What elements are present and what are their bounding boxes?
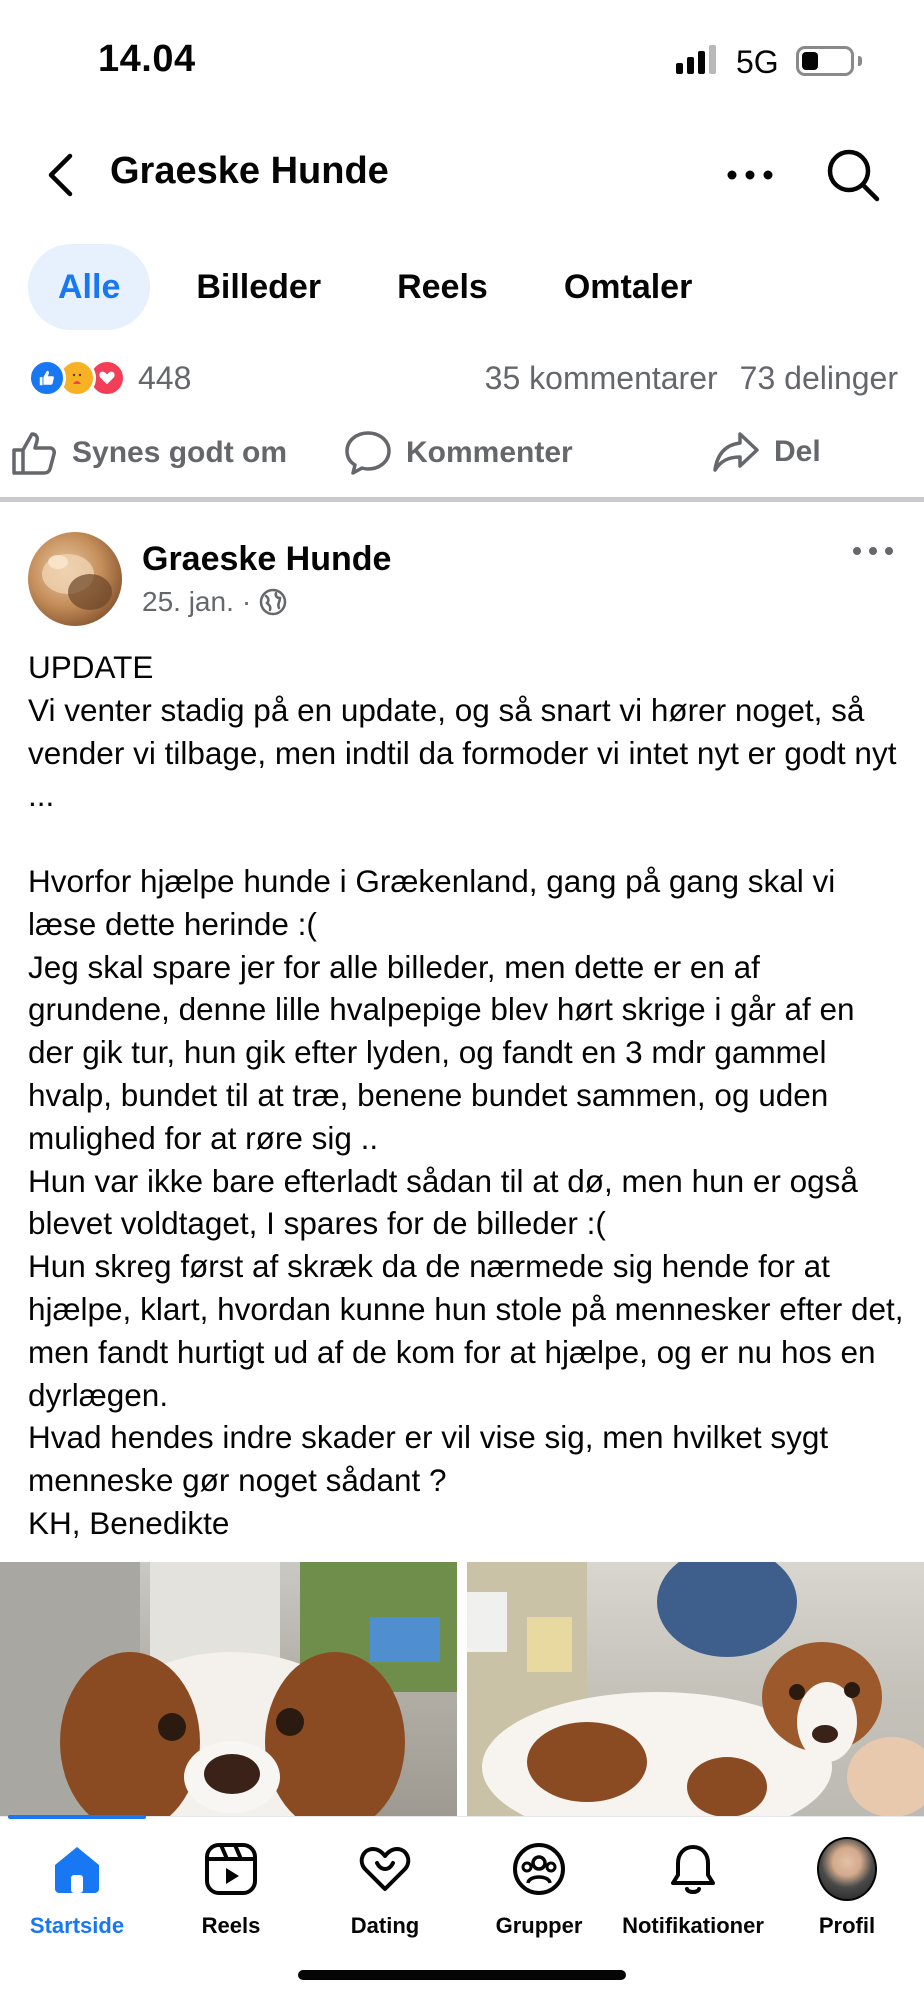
search-button[interactable] [820, 140, 886, 210]
more-options-button[interactable] [720, 150, 780, 200]
nav-startside[interactable] [0, 1839, 154, 1939]
search-icon [825, 147, 881, 203]
meta-separator: · [241, 586, 252, 617]
like-button[interactable] [10, 430, 287, 476]
more-dots-icon [727, 170, 773, 180]
active-tab-indicator [8, 1815, 146, 1819]
nav-dating[interactable] [308, 1839, 462, 1939]
status-bar [0, 0, 924, 120]
nav-notifikationer[interactable] [616, 1839, 770, 1939]
post-photo-1[interactable] [0, 1562, 457, 1816]
post-options-button[interactable] [848, 536, 898, 566]
share-button[interactable] [712, 430, 821, 474]
share-label: Del [774, 435, 821, 468]
more-dots-icon [853, 547, 893, 555]
nav-label-startside: Startside [29, 1913, 125, 1938]
post-text-content: UPDATE Vi venter stadig på en update, og så snart vi hører noget, så vender vi tilbage, men indtil da formoder vi intet nyt er godt nyt ... Hvorfor hjælpe hunde i Grækenland, gang på gang skal vi læse dette herinde :( Jeg skal spare jer for alle billeder, men dette er en af grundene, denne lille hvalpepige blev hørt skrige i går af en der gik tur, hun gik efter lyden, og fandt en 3 mdr gammel hvalp, bundet til at træ, benene bundet sammen, og uden mulighed for at røre sig .. Hun var ikke bare efterladt sådan til at dø, men hun er også blevet voldtaget, I spares for de billeder :( Hun skreg først af skræk da de nærmede sig hende for at hjælpe, klart, hvordan kunne hun stole på mennesker efter det, men fandt hurtigt ud af de kom for at hjælpe, og er nu hos en dyrlægen. Hvad hendes indre skader er vil vise sig, men hvilket sygt menneske gør noget sådant ? KH, Benedikte [28, 649, 904, 1541]
top-nav [0, 130, 924, 220]
like-label: Synes godt om [72, 436, 288, 469]
nav-grupper[interactable] [462, 1839, 616, 1939]
engagement-counts [485, 360, 898, 397]
nav-label-dating: Dating [350, 1913, 420, 1938]
comment-icon [344, 430, 392, 476]
status-time: 14.04 [98, 38, 196, 80]
groups-icon [511, 1841, 567, 1897]
nav-profil[interactable] [770, 1839, 924, 1939]
chevron-left-icon [46, 153, 74, 197]
post-header [28, 530, 898, 630]
post-meta [142, 586, 287, 618]
thumbs-up-icon [10, 430, 58, 476]
nav-label-reels: Reels [201, 1913, 261, 1938]
globe-icon [259, 588, 287, 616]
tab-alle[interactable]: Alle [28, 244, 150, 330]
nav-label-profil: Profil [818, 1913, 876, 1938]
network-type: 5G [736, 44, 779, 80]
tab-billeder[interactable]: Billeder [196, 267, 322, 306]
home-icon [49, 1841, 105, 1897]
share-icon [712, 430, 760, 474]
page-avatar[interactable] [28, 532, 122, 626]
nav-label-notifikationer: Notifikationer [622, 1913, 764, 1938]
like-reaction-icon [28, 359, 66, 397]
post-photos [0, 1562, 924, 1816]
post-text [28, 646, 908, 1545]
home-indicator[interactable] [298, 1970, 626, 1980]
battery-icon [796, 46, 854, 76]
battery-tip [858, 56, 862, 66]
post-author[interactable]: Graeske Hunde [142, 540, 392, 578]
reactions-summary [28, 350, 898, 406]
page-title: Graeske Hunde [110, 150, 389, 192]
nav-reels[interactable] [154, 1839, 308, 1939]
tab-reels[interactable]: Reels [397, 267, 488, 306]
post-date[interactable]: 25. jan. [142, 586, 234, 617]
filter-tabs [28, 244, 722, 330]
heart-icon [357, 1841, 413, 1897]
reels-icon [203, 1841, 259, 1897]
comment-button[interactable] [344, 430, 573, 476]
nav-label-grupper: Grupper [495, 1913, 583, 1938]
back-button[interactable] [30, 140, 90, 210]
profile-avatar [817, 1837, 877, 1901]
share-count[interactable]: 73 delinger [739, 359, 898, 396]
post-actions [0, 420, 924, 490]
reaction-count[interactable]: 448 [138, 359, 192, 396]
comment-label: Kommenter [406, 436, 573, 469]
reaction-icons[interactable] [28, 359, 118, 397]
post-photo-2[interactable] [467, 1562, 924, 1816]
signal-icon [676, 44, 716, 74]
comment-count[interactable]: 35 kommentarer [484, 359, 718, 396]
bell-icon [665, 1841, 721, 1897]
tab-omtaler[interactable]: Omtaler [563, 267, 693, 306]
section-divider [0, 497, 924, 502]
